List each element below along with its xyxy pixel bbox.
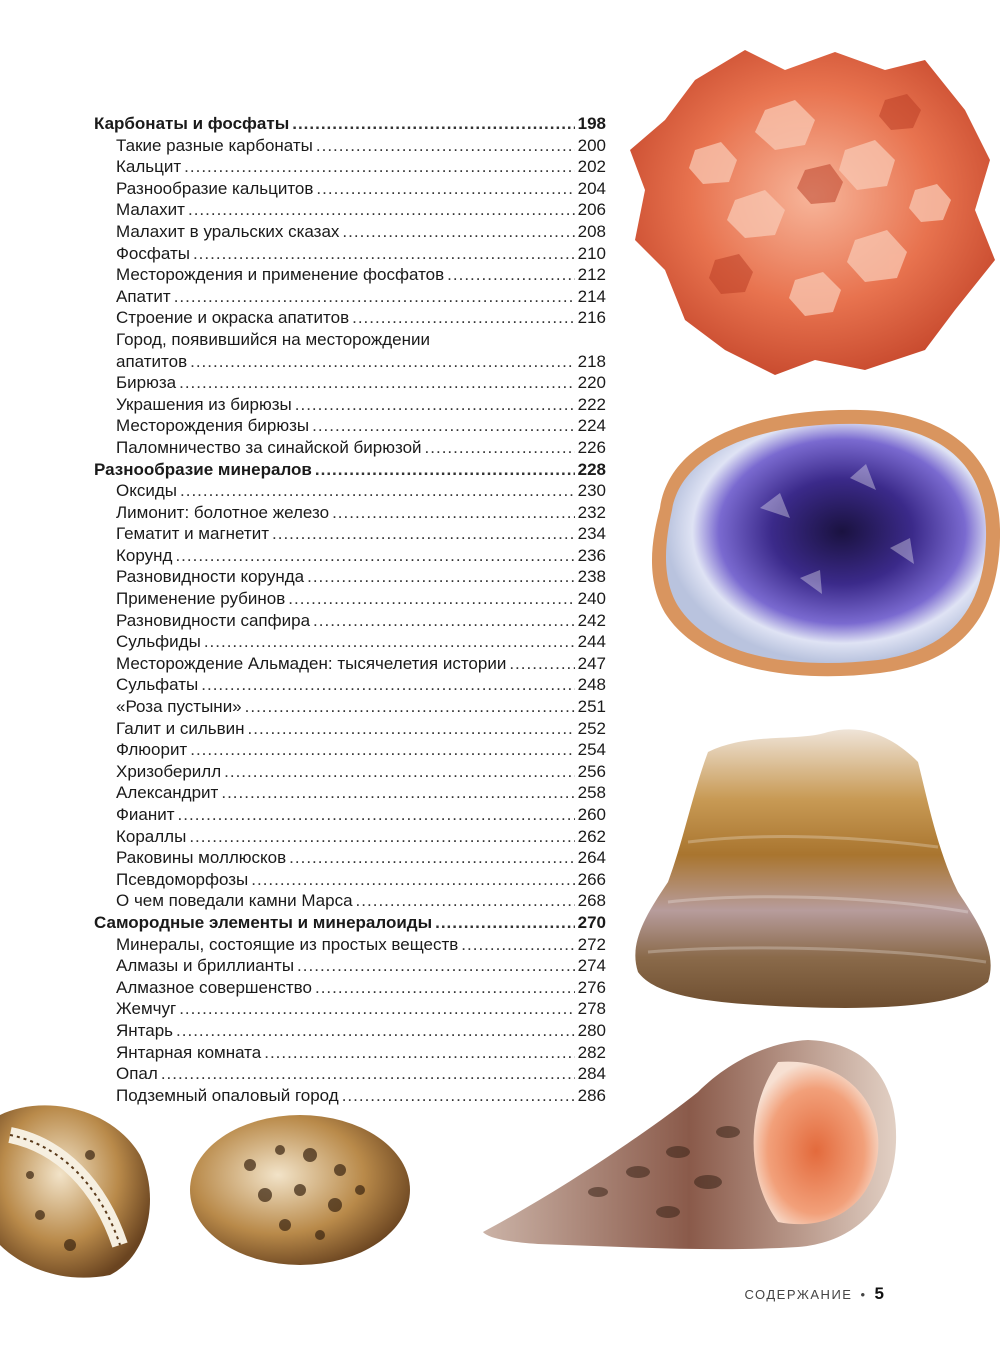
toc-entry — [94, 545, 606, 567]
toc-leader-dots — [272, 523, 575, 545]
toc-entry-page: 278 — [577, 999, 606, 1019]
toc-leader-dots — [288, 588, 574, 610]
toc-entry-page: 236 — [577, 545, 606, 565]
toc-entry-title: Апатит — [116, 286, 171, 306]
toc-leader-dots — [332, 502, 575, 524]
toc-entry-page: 264 — [577, 848, 606, 868]
toc-entry — [94, 631, 606, 653]
toc-entry-page: 238 — [577, 567, 606, 587]
toc-entry-page: 280 — [577, 1020, 606, 1040]
toc-entry-title: Разнообразие минералов — [94, 459, 312, 479]
toc-entry — [94, 847, 606, 869]
toc-leader-dots — [190, 739, 574, 761]
toc-section-entry — [94, 459, 606, 481]
toc-entry-page: 286 — [577, 1085, 606, 1105]
toc-leader-dots — [204, 631, 575, 653]
toc-entry — [94, 480, 606, 502]
toc-entry — [94, 394, 606, 416]
toc-leader-dots — [178, 804, 575, 826]
toc-entry-page: 202 — [577, 157, 606, 177]
toc-leader-dots — [189, 826, 574, 848]
toc-entry-title: Украшения из бирюзы — [116, 394, 292, 414]
toc-entry-page: 248 — [577, 675, 606, 695]
toc-leader-dots — [316, 135, 575, 157]
toc-leader-dots — [297, 955, 575, 977]
toc-leader-dots — [248, 718, 575, 740]
toc-entry-title: апатитов — [116, 351, 188, 371]
toc-entry — [94, 977, 606, 999]
toc-entry-page: 234 — [577, 524, 606, 544]
toc-entry-title: Подземный опаловый город — [116, 1085, 339, 1105]
toc-entry-page: 276 — [577, 977, 606, 997]
toc-entry-page: 232 — [577, 502, 606, 522]
toc-entry-title: Александрит — [116, 783, 219, 803]
toc-entry — [94, 178, 606, 200]
toc-entry-page: 252 — [577, 718, 606, 738]
footer-separator: • — [860, 1286, 867, 1302]
toc-entry — [94, 566, 606, 588]
toc-entry — [94, 804, 606, 826]
toc-leader-dots — [188, 199, 575, 221]
toc-entry-title: Гематит и магнетит — [116, 524, 269, 544]
toc-entry-page: 218 — [577, 351, 606, 371]
toc-leader-dots — [315, 977, 575, 999]
toc-entry-page: 220 — [577, 373, 606, 393]
toc-section-entry — [94, 113, 606, 135]
toc-entry — [94, 437, 606, 459]
toc-leader-dots — [316, 178, 574, 200]
toc-leader-dots — [356, 890, 575, 912]
toc-entry — [94, 199, 606, 221]
toc-entry-page: 230 — [577, 481, 606, 501]
toc-leader-dots — [193, 243, 575, 265]
toc-entry — [94, 934, 606, 956]
toc-entry-page: 242 — [577, 610, 606, 630]
toc-leader-dots — [221, 782, 574, 804]
toc-entry-title: Сульфиды — [116, 632, 201, 652]
toc-entry — [94, 718, 606, 740]
toc-leader-dots — [180, 480, 575, 502]
toc-entry-title: Разновидности корунда — [116, 567, 305, 587]
toc-entry-title: Минералы, состоящие из простых веществ — [116, 934, 459, 954]
toc-leader-dots — [292, 113, 574, 135]
toc-entry — [94, 674, 606, 696]
toc-entry-page: 206 — [577, 200, 606, 220]
toc-entry-title: Лимонит: болотное железо — [116, 502, 330, 522]
toc-leader-dots — [184, 156, 574, 178]
toc-leader-dots — [190, 351, 575, 373]
toc-entry-title: Опал — [116, 1064, 158, 1084]
toc-entry — [94, 782, 606, 804]
toc-entry — [94, 739, 606, 761]
toc-entry-title: Месторождения бирюзы — [116, 416, 310, 436]
toc-entry-title: «Роза пустыни» — [116, 697, 242, 717]
toc-entry-title: Алмазное совершенство — [116, 977, 312, 997]
toc-leader-dots — [174, 286, 575, 308]
toc-entry-page: 262 — [577, 826, 606, 846]
toc-entry-title: Флюорит — [116, 740, 188, 760]
toc-leader-dots — [224, 761, 574, 783]
toc-entry-page: 282 — [577, 1042, 606, 1062]
toc-leader-dots — [175, 545, 574, 567]
toc-entry-page: 208 — [577, 221, 606, 241]
toc-leader-dots — [509, 653, 574, 675]
toc-entry-title: Самородные элементы и минералоиды — [94, 912, 433, 932]
toc-entry-title: Янтарь — [116, 1020, 174, 1040]
toc-entry-page: 266 — [577, 869, 606, 889]
toc-entry — [94, 135, 606, 157]
toc-entry-title: Сульфаты — [116, 675, 199, 695]
toc-entry-page: 240 — [577, 589, 606, 609]
toc-leader-dots — [179, 998, 574, 1020]
toc-entry-page: 222 — [577, 394, 606, 414]
toc-leader-dots — [245, 696, 575, 718]
toc-entry-page: 214 — [577, 286, 606, 306]
toc-entry — [94, 523, 606, 545]
toc-entry-page: 256 — [577, 761, 606, 781]
toc-entry-title: Применение рубинов — [116, 589, 286, 609]
toc-leader-dots — [315, 459, 575, 481]
toc-entry — [94, 588, 606, 610]
toc-leader-dots — [447, 264, 574, 286]
toc-entry-page: 260 — [577, 805, 606, 824]
toc-entry-page: 284 — [577, 1064, 606, 1084]
toc-leader-dots — [342, 221, 574, 243]
toc-entry-title: Алмазы и бриллианты — [116, 956, 295, 976]
toc-entry-title: Галит и сильвин — [116, 718, 245, 738]
toc-leader-dots — [201, 674, 574, 696]
aragonite-crystal-image — [625, 40, 1000, 385]
toc-entry — [94, 761, 606, 783]
toc-entry-title: Раковины моллюсков — [116, 848, 287, 868]
toc-entry-title: Город, появившийся на месторождении — [116, 329, 431, 349]
toc-entry-title: Разнообразие кальцитов — [116, 178, 314, 198]
conch-shell-image — [478, 1022, 900, 1254]
footer-section-label: СОДЕРЖАНИЕ — [744, 1286, 853, 1302]
toc-entry-title: Такие разные карбонаты — [116, 135, 313, 155]
toc-entry-title: Малахит в уральских сказах — [116, 221, 340, 241]
toc-entry-page: 258 — [577, 783, 606, 803]
toc-entry-page: 212 — [577, 265, 606, 285]
toc-entry-title: Оксиды — [116, 481, 177, 501]
toc-entry-title: Корунд — [116, 545, 173, 565]
toc-entry-page: 251 — [577, 697, 606, 717]
toc-entry — [94, 243, 606, 265]
toc-entry-title: О чем поведали камни Марса — [116, 891, 353, 911]
toc-entry-title: Фианит — [116, 805, 175, 824]
toc-entry — [94, 415, 606, 437]
toc-entry — [94, 307, 606, 329]
toc-entry-title: Кальцит — [116, 157, 182, 177]
toc-entry — [94, 286, 606, 308]
toc-entry — [94, 653, 606, 675]
toc-leader-dots — [307, 566, 575, 588]
toc-leader-dots — [435, 912, 575, 934]
toc-entry — [94, 869, 606, 891]
toc-entry-page: 198 — [577, 114, 606, 133]
toc-entry-page: 268 — [577, 891, 606, 911]
toc-entry-title: Янтарная комната — [116, 1042, 262, 1062]
page-number: 5 — [874, 1284, 884, 1303]
toc-entry — [94, 955, 606, 977]
toc-entry-title: Жемчуг — [116, 999, 177, 1019]
toc-leader-dots — [313, 610, 575, 632]
table-of-contents — [94, 113, 606, 1106]
toc-entry-page: 216 — [577, 308, 606, 328]
toc-leader-dots — [312, 415, 575, 437]
toc-entry-title: Хризоберилл — [116, 761, 222, 781]
toc-entry-page: 226 — [577, 437, 606, 457]
toc-entry — [94, 351, 606, 373]
toc-entry-page: 228 — [577, 459, 606, 479]
toc-entry-page: 272 — [577, 934, 606, 954]
toc-entry-title: Малахит — [116, 200, 185, 220]
toc-entry-title: Разновидности сапфира — [116, 610, 311, 630]
toc-entry-title: Кораллы — [116, 826, 187, 846]
toc-entry-page: 270 — [577, 912, 606, 932]
toc-entry — [94, 329, 606, 351]
toc-entry-page: 210 — [577, 243, 606, 263]
toc-leader-dots — [289, 847, 574, 869]
toc-leader-dots — [425, 437, 575, 459]
toc-entry — [94, 998, 606, 1020]
toc-entry-page: 244 — [577, 632, 606, 652]
toc-entry — [94, 156, 606, 178]
toc-entry-title: Месторождение Альмаден: тысячелетия истории — [116, 653, 507, 673]
toc-entry — [94, 502, 606, 524]
banded-calcite-image — [628, 722, 1000, 1012]
page-footer — [744, 1284, 884, 1304]
toc-entry — [94, 264, 606, 286]
toc-entry-page: 254 — [577, 740, 606, 760]
toc-entry-page: 247 — [577, 653, 606, 673]
toc-entry-page: 204 — [577, 178, 606, 198]
toc-leader-dots — [179, 372, 575, 394]
toc-entry — [94, 221, 606, 243]
toc-entry — [94, 696, 606, 718]
toc-entry — [94, 826, 606, 848]
toc-entry-title: Месторождения и применение фосфатов — [116, 265, 445, 285]
toc-entry-title: Строение и окраска апатитов — [116, 308, 350, 328]
toc-leader-dots — [461, 934, 574, 956]
toc-leader-dots — [251, 869, 574, 891]
toc-entry-title: Фосфаты — [116, 243, 190, 263]
amethyst-geode-image — [630, 398, 1000, 688]
toc-entry-title: Карбонаты и фосфаты — [94, 114, 290, 133]
toc-entry — [94, 610, 606, 632]
toc-section-entry — [94, 912, 606, 934]
toc-entry-title: Паломничество за синайской бирюзой — [116, 437, 422, 457]
toc-leader-dots — [295, 394, 575, 416]
toc-entry-page: 200 — [577, 135, 606, 155]
toc-leader-dots — [352, 307, 575, 329]
toc-entry — [94, 372, 606, 394]
toc-entry-title: Бирюза — [116, 373, 177, 393]
toc-entry — [94, 890, 606, 912]
toc-entry-page: 224 — [577, 416, 606, 436]
cowrie-shells-image — [0, 1095, 410, 1279]
toc-entry-page: 274 — [577, 956, 606, 976]
toc-entry-title: Псевдоморфозы — [116, 869, 249, 889]
